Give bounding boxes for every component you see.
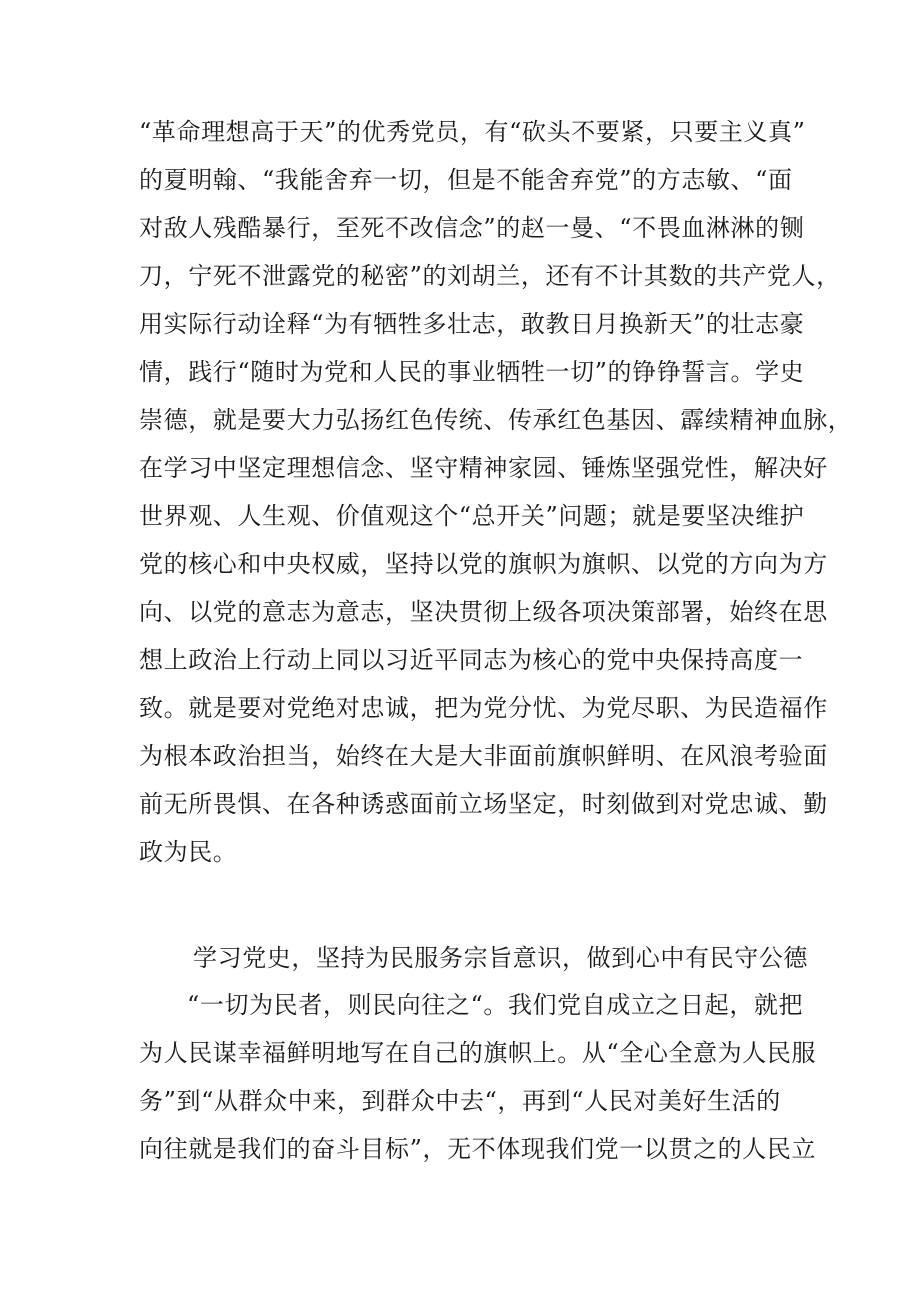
text-line: 对敌人残酷暴行，至死不改信念”的赵一曼、“不畏血淋淋的铡	[139, 214, 805, 242]
text-line: 前无所畏惧、在各种诱惑面前立场坚定，时刻做到对党忠诚、勤	[139, 790, 828, 818]
text-line: 向往就是我们的奋斗目标”，无不体现我们党一以贯之的人民立	[139, 1135, 817, 1163]
text-line: 为人民谋幸福鲜明地写在自己的旗帜上。从“全心全意为人民服	[139, 1039, 817, 1067]
text-line: 在学习中坚定理想信念、坚守精神家园、锤炼坚强党性，解决好	[139, 454, 828, 482]
text-line: 崇德，就是要大力弘扬红色传统、传承红色基因、霹续精神血脉，	[139, 406, 853, 434]
text-line: 用实际行动诠释“为有牺牲多壮志，敢教日月换新天”的壮志豪	[139, 310, 805, 338]
text-line: 的夏明翰、“我能舍弃一切，但是不能舍弃党”的方志敏、“面	[139, 166, 793, 194]
text-line: 政为民。	[139, 838, 238, 866]
text-line: 世界观、人生观、价值观这个“总开关”问题；就是要坚决维护	[139, 502, 805, 530]
text-line: 致。就是要对党绝对忠诚，把为党分忧、为党尽职、为民造福作	[139, 694, 828, 722]
text-line: 想上政治上行动上同以习近平同志为核心的党中央保持高度一	[139, 646, 804, 674]
text-line: “一切为民者，则民向往之“。我们党自成立之日起，就把	[187, 991, 804, 1019]
text-line: 向、以党的意志为意志，坚决贯彻上级各项决策部署，始终在思	[139, 598, 828, 626]
text-line: 务”到“从群众中来，到群众中去“，再到“人民对美好生活的	[139, 1087, 781, 1115]
text-line: 为根本政治担当，始终在大是大非面前旗帜鲜明、在风浪考验面	[139, 742, 828, 770]
section-heading: 学习党史，坚持为民服务宗旨意识，做到心中有民守公德	[193, 944, 808, 972]
text-line: 党的核心和中央权威，坚持以党的旗帜为旗帜、以党的方向为方	[139, 550, 828, 578]
text-line: 情，践行“随时为党和人民的事业牺牲一切”的铮铮誓言。学史	[139, 358, 805, 386]
text-line: “革命理想高于天”的优秀党员，有“砍头不要紧，只要主义真”	[139, 118, 806, 146]
text-line: 刀，宁死不泄露党的秘密”的刘胡兰，还有不计其数的共产党人，	[139, 262, 841, 290]
